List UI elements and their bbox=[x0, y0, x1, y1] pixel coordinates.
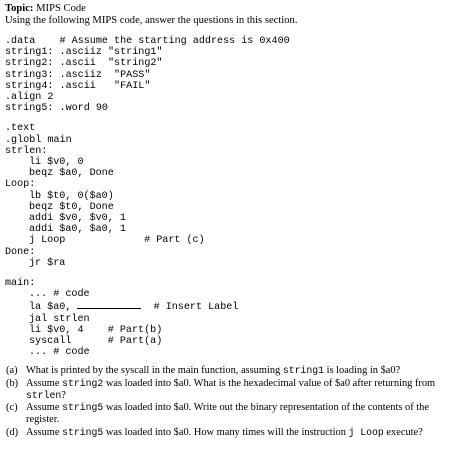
question-text-part: Assume bbox=[26, 377, 63, 389]
intro-text: Using the following MIPS code, answer the questions in this section. bbox=[5, 15, 298, 26]
code-line: .globl main bbox=[5, 134, 72, 146]
topic-value: MIPS Code bbox=[36, 3, 86, 14]
question-letter: (a) bbox=[6, 365, 18, 377]
code-label-main: main: bbox=[5, 278, 36, 290]
question-item bbox=[5, 427, 469, 439]
code-la-comment: # Insert Label bbox=[141, 302, 239, 314]
code-label-strlen: strlen: bbox=[5, 145, 48, 157]
question-text-part: execute? bbox=[383, 426, 423, 438]
code-line: .text bbox=[5, 123, 36, 135]
code-label-done: Done: bbox=[5, 246, 36, 258]
question-item bbox=[5, 365, 469, 377]
question-text bbox=[26, 365, 469, 377]
question-text-part: Assume bbox=[26, 426, 63, 438]
question-text-part: was loaded into $a0. Write out the binary representation of the contents of the register. bbox=[26, 402, 429, 426]
code-line: jr $ra bbox=[29, 257, 66, 269]
question-code-ref: j Loop bbox=[348, 426, 384, 438]
code-line-la bbox=[5, 300, 469, 313]
question-text-part: Assume bbox=[26, 402, 63, 414]
question-letter: (c) bbox=[6, 402, 18, 414]
code-label-loop: Loop: bbox=[5, 179, 36, 191]
question-text-part: was loaded into $a0. What is the hexadecimal value of $a0 after returning from bbox=[103, 377, 436, 389]
code-line: addi $v0, $v0, 1 bbox=[29, 213, 126, 225]
code-line: .data # Assume the starting address is 0x400 bbox=[5, 36, 290, 47]
question-code-ref: string5 bbox=[62, 426, 104, 438]
question-letter: (b) bbox=[6, 377, 19, 389]
code-line: jal strlen bbox=[29, 313, 90, 325]
code-line: .align 2 bbox=[5, 92, 54, 104]
question-text-part: ? bbox=[61, 389, 66, 401]
question-item bbox=[5, 402, 469, 426]
question-list bbox=[5, 365, 469, 438]
code-text-section bbox=[5, 123, 469, 269]
code-line: li $v0, 0 bbox=[29, 157, 84, 169]
topic-heading bbox=[5, 3, 469, 15]
question-text bbox=[26, 378, 469, 402]
question-text-part: What is printed by the syscall in the main function, assuming bbox=[26, 365, 283, 377]
question-code-ref: string5 bbox=[62, 402, 104, 414]
question-item bbox=[5, 378, 469, 402]
question-text bbox=[26, 427, 469, 439]
code-line: ... # code bbox=[29, 347, 90, 359]
code-line: j Loop # Part (c) bbox=[29, 235, 205, 247]
code-line: lb $t0, 0($a0) bbox=[29, 190, 114, 202]
code-line: string2: .ascii "string2" bbox=[5, 58, 163, 70]
question-text bbox=[26, 402, 469, 426]
code-line: beqz $t0, Done bbox=[29, 201, 114, 213]
question-text-part: was loaded into $a0. How many times will the instruction bbox=[103, 426, 349, 438]
code-line: syscall # Part(a) bbox=[29, 336, 163, 348]
code-line: ... # code bbox=[29, 289, 90, 301]
code-data-section bbox=[5, 36, 469, 114]
question-code-ref: string2 bbox=[62, 377, 104, 389]
code-line: string4: .ascii "FAIL" bbox=[5, 80, 151, 92]
question-code-ref: string1 bbox=[282, 365, 324, 377]
topic-label: Topic: bbox=[5, 3, 34, 14]
code-line: string5: .word 90 bbox=[5, 103, 108, 115]
document-page bbox=[5, 3, 469, 439]
code-line: addi $a0, $a0, 1 bbox=[29, 224, 126, 236]
fill-in-blank bbox=[77, 300, 141, 309]
code-line: li $v0, 4 # Part(b) bbox=[29, 324, 163, 336]
question-code-ref: strlen bbox=[26, 389, 62, 401]
code-line: beqz $a0, Done bbox=[29, 168, 114, 180]
code-line: string3: .asciiz "PASS" bbox=[5, 69, 151, 81]
question-text-part: is loading in $a0? bbox=[324, 365, 401, 377]
question-letter: (d) bbox=[6, 426, 19, 438]
code-la-prefix: la $a0, bbox=[29, 302, 78, 314]
code-main-section bbox=[5, 278, 469, 358]
code-line: string1: .asciiz "string1" bbox=[5, 47, 163, 59]
